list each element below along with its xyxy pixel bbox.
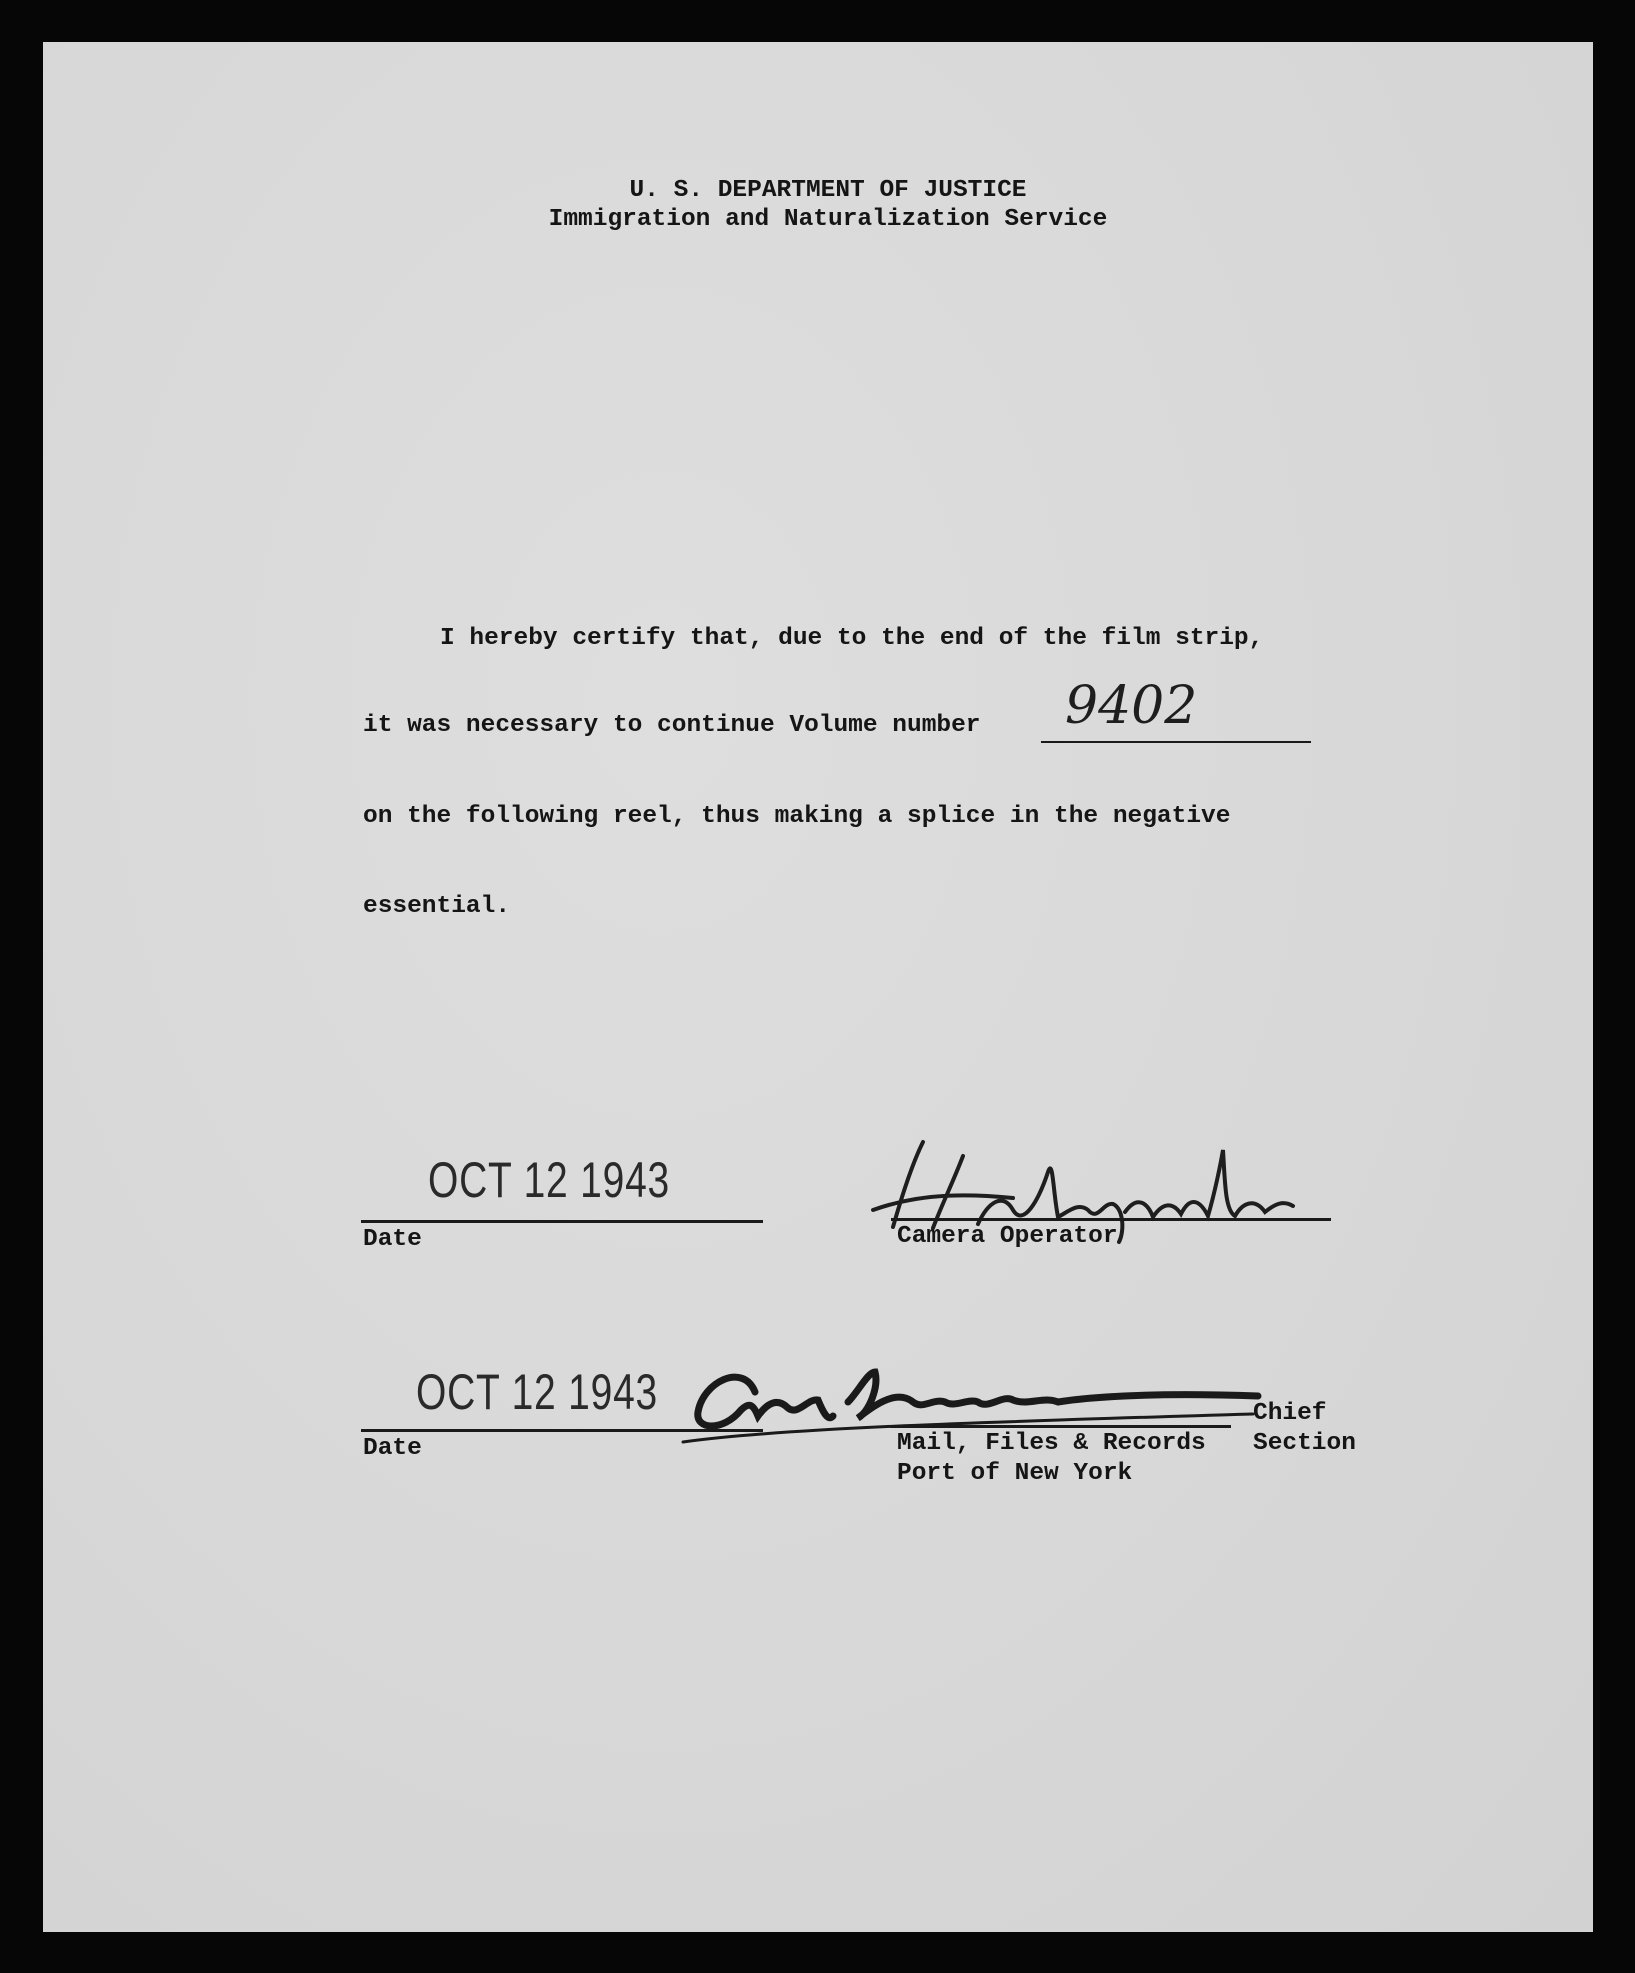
chief-title-line-1: Chief	[1253, 1400, 1327, 1427]
volume-number-line	[1041, 741, 1311, 743]
volume-number-handwritten: 9402	[1065, 676, 1198, 736]
certify-line-1: I hereby certify that, due to the end of the film strip,	[440, 625, 1264, 652]
date-label-2: Date	[363, 1435, 422, 1462]
chief-role-line-2: Port of New York	[897, 1460, 1133, 1487]
certify-line-2: it was necessary to continue Volume number	[363, 712, 981, 739]
chief-role-line-1: Mail, Files & Records	[897, 1430, 1206, 1457]
department-heading: U. S. DEPARTMENT OF JUSTICE	[629, 177, 1027, 204]
service-heading: Immigration and Naturalization Service	[548, 206, 1108, 233]
date-label-1: Date	[363, 1226, 422, 1253]
date-line-1	[361, 1220, 763, 1223]
date-stamp-2: OCT 12 1943	[416, 1364, 659, 1420]
chief-title-line-2: Section	[1253, 1430, 1356, 1457]
chief-signature-line	[891, 1425, 1231, 1428]
certify-line-3: on the following reel, thus making a splice in the negative	[363, 803, 1231, 830]
camera-operator-line	[891, 1218, 1331, 1221]
certify-line-4: essential.	[363, 893, 511, 920]
camera-operator-label: Camera Operator	[897, 1223, 1118, 1250]
date-stamp-1: OCT 12 1943	[428, 1152, 671, 1208]
document-page	[43, 42, 1593, 1932]
